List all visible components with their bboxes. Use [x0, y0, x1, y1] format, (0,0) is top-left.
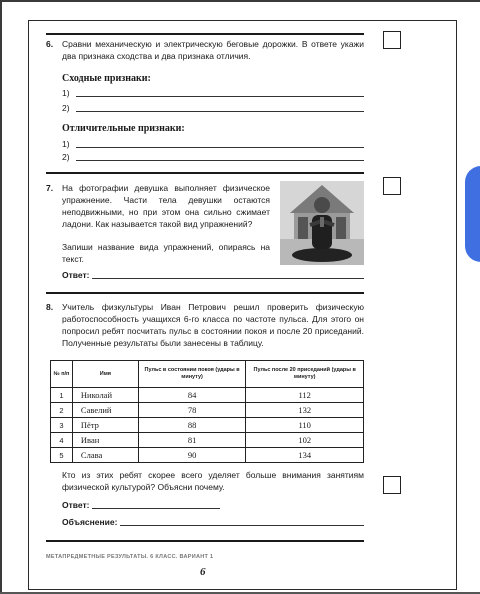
table-row [51, 448, 364, 463]
task-6-number: 6. [46, 39, 54, 49]
row-name: Николай [72, 388, 138, 403]
row-pulse-after: 112 [246, 388, 364, 403]
task-7-score-box[interactable] [383, 177, 401, 195]
task-8-number: 8. [46, 302, 54, 312]
task-6-score-box[interactable] [383, 31, 401, 49]
section-divider [46, 292, 364, 294]
pulse-table [50, 360, 364, 463]
task-8-text: Учитель физкультуры Иван Петрович решил проверить физическую работоспособность учащихся 6-го класса по частоте пульса. Для этого он попросил ребят посчитать пульс в состоянии покоя и после 20 приседаний. Полученные результаты были занесены в таблицу. [62, 302, 364, 348]
task-8-question: Кто из этих ребят скорее всего уделяет больше внимания занятиям физической культурой? Объясни почему. [62, 470, 364, 492]
yoga-photo [280, 181, 364, 265]
task-7-answer-line[interactable] [92, 278, 364, 279]
similar-features-heading: Сходные признаки: [62, 73, 151, 84]
top-border [0, 0, 480, 2]
distinctive-answer-2-line[interactable] [76, 160, 364, 161]
header-pulse-after: Пульс после 20 приседаний (удары в минуту) [246, 361, 364, 388]
task-8-explanation-line[interactable] [120, 525, 364, 526]
table-row [51, 418, 364, 433]
task-7-text: На фотографии девушка выполняет физическое упражнение. Части тела девушки остаются неподвижными, но при этом она сильно сжимает ладони. Как называется такой вид упражнений? [62, 183, 270, 229]
similar-answer-1-line[interactable] [76, 96, 364, 97]
distinctive-features-heading: Отличительные признаки: [62, 123, 185, 134]
section-divider [46, 33, 364, 35]
distinctive-answer-1-line[interactable] [76, 147, 364, 148]
left-border [0, 0, 2, 594]
header-number: № п/п [51, 361, 73, 388]
task-8-score-box[interactable] [383, 476, 401, 494]
similar-item-2-label: 2) [62, 103, 70, 113]
row-pulse-after: 132 [246, 403, 364, 418]
row-name: Савелий [72, 403, 138, 418]
task-7-number: 7. [46, 183, 54, 193]
side-scroll-tab[interactable] [465, 166, 480, 262]
similar-answer-2-line[interactable] [76, 111, 364, 112]
row-number: 5 [51, 448, 73, 463]
table-header-row [51, 361, 364, 388]
task-6-text: Сравни механическую и электрическую беговые дорожки. В ответе укажи два признака сходства и два признака отличия. [62, 39, 364, 61]
row-pulse-rest: 84 [138, 388, 246, 403]
row-pulse-rest: 78 [138, 403, 246, 418]
distinctive-item-2-label: 2) [62, 152, 70, 162]
table-row [51, 388, 364, 403]
page-number: 6 [200, 566, 206, 578]
table-row [51, 433, 364, 448]
section-divider [46, 540, 364, 542]
row-pulse-rest: 90 [138, 448, 246, 463]
row-pulse-after: 110 [246, 418, 364, 433]
row-name: Слава [72, 448, 138, 463]
row-number: 3 [51, 418, 73, 433]
header-pulse-rest: Пульс в состоянии покоя (удары в минуту) [138, 361, 246, 388]
task-8-explanation-label: Объяснение: [62, 517, 118, 527]
row-pulse-rest: 81 [138, 433, 246, 448]
row-pulse-after: 102 [246, 433, 364, 448]
row-pulse-after: 134 [246, 448, 364, 463]
task-8-answer-label: Ответ: [62, 500, 90, 510]
similar-item-1-label: 1) [62, 88, 70, 98]
distinctive-item-1-label: 1) [62, 139, 70, 149]
page-footer: МЕТАПРЕДМЕТНЫЕ РЕЗУЛЬТАТЫ. 6 КЛАСС. ВАРИАНТ 1 [46, 554, 214, 560]
header-name: Имя [72, 361, 138, 388]
task-7-instruction: Запиши название вида упражнений, опираясь на текст. [62, 242, 270, 264]
table-row [51, 403, 364, 418]
row-name: Иван [72, 433, 138, 448]
row-number: 2 [51, 403, 73, 418]
task-8-answer-line[interactable] [92, 508, 220, 509]
row-number: 1 [51, 388, 73, 403]
task-7-answer-label: Ответ: [62, 270, 90, 280]
row-pulse-rest: 88 [138, 418, 246, 433]
row-name: Пётр [72, 418, 138, 433]
section-divider [46, 172, 364, 174]
yoga-photo-illustration [280, 181, 364, 265]
row-number: 4 [51, 433, 73, 448]
